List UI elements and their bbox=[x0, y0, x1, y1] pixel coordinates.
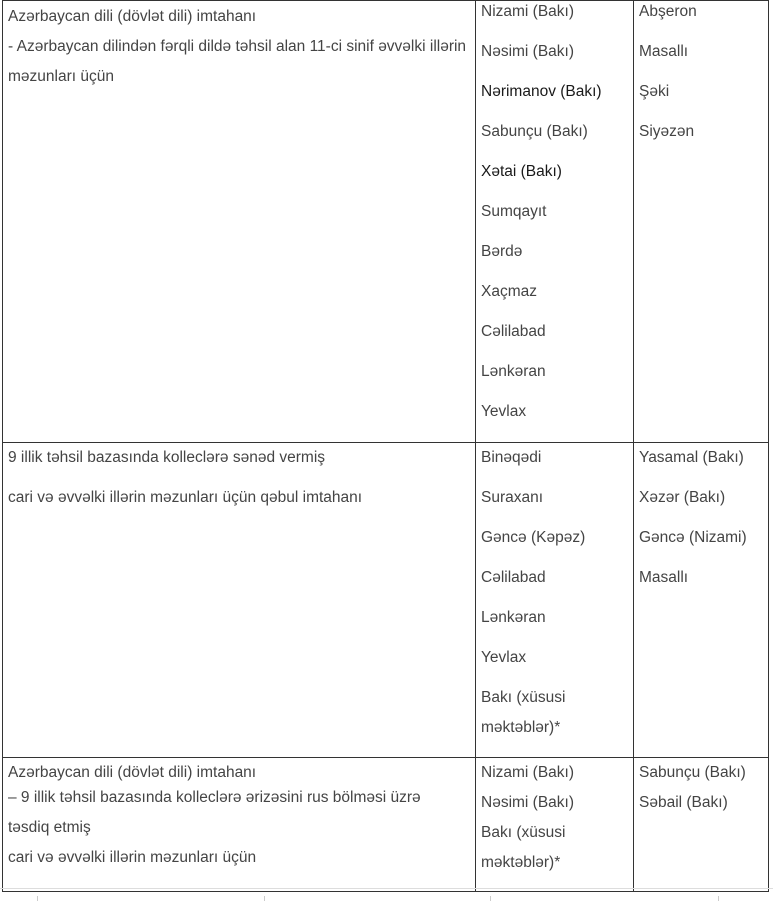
center-item: Cəlilabad bbox=[481, 569, 546, 586]
exam-subtitle: təsdiq etmiş bbox=[8, 819, 91, 836]
center-item: Yevlax bbox=[481, 403, 527, 420]
footer-divider bbox=[0, 888, 773, 901]
center-item: Nizami (Bakı) bbox=[481, 3, 575, 20]
exam-description-cell bbox=[3, 443, 476, 758]
center-item: Nəsimi (Bakı) bbox=[481, 794, 575, 811]
center-item: Sumqayıt bbox=[481, 203, 547, 220]
exam-title: Azərbaycan dili (dövlət dili) imtahanı bbox=[8, 764, 257, 781]
center-item: Xətai (Bakı) bbox=[481, 163, 562, 180]
center-item: Nizami (Bakı) bbox=[481, 764, 575, 781]
exam-centers-table bbox=[2, 0, 769, 892]
center-item: Bərdə bbox=[481, 243, 523, 260]
table-row bbox=[3, 758, 769, 892]
divider-line bbox=[0, 888, 773, 889]
center-item: Lənkəran bbox=[481, 363, 546, 380]
centers-column-b bbox=[634, 1, 769, 443]
center-item: Masallı bbox=[639, 43, 689, 60]
center-item: Şəki bbox=[639, 83, 670, 100]
centers-column-b bbox=[634, 443, 769, 758]
center-item: Masallı bbox=[639, 569, 689, 586]
centers-column-a bbox=[476, 758, 634, 892]
center-item: Bakı (xüsusi məktəblər)* bbox=[481, 689, 566, 736]
exam-description-cell bbox=[3, 1, 476, 443]
exam-subtitle: cari və əvvəlki illərin məzunları üçün bbox=[8, 849, 257, 866]
exam-title: 9 illik təhsil bazasında kolleclərə sənəd vermiş bbox=[8, 449, 326, 466]
exam-subtitle: - Azərbaycan dilindən fərqli dildə təhsil alan 11-ci sinif əvvəlki illərin məzunları üçün bbox=[8, 38, 467, 85]
center-item: Sabunçu (Bakı) bbox=[639, 764, 746, 781]
center-item: Binəqədi bbox=[481, 449, 542, 466]
divider-tick bbox=[490, 896, 491, 901]
divider-tick bbox=[264, 896, 265, 901]
exam-subtitle: – 9 illik təhsil bazasında kolleclərə ərizəsini rus bölməsi üzrə bbox=[8, 789, 421, 806]
center-item: Gəncə (Kəpəz) bbox=[481, 529, 586, 546]
exam-subtitle: cari və əvvəlki illərin məzunları üçün qəbul imtahanı bbox=[8, 489, 363, 506]
table-row bbox=[3, 1, 769, 443]
center-item: Abşeron bbox=[639, 3, 697, 20]
divider-tick bbox=[37, 896, 38, 901]
center-item: Suraxanı bbox=[481, 489, 544, 506]
exam-description-cell bbox=[3, 758, 476, 892]
center-item: Gəncə (Nizami) bbox=[639, 529, 747, 546]
center-item: Cəlilabad bbox=[481, 323, 546, 340]
centers-column-b bbox=[634, 758, 769, 892]
center-item: Lənkəran bbox=[481, 609, 546, 626]
center-item: Sabunçu (Bakı) bbox=[481, 123, 588, 140]
center-item: Yasamal (Bakı) bbox=[639, 449, 744, 466]
divider-tick bbox=[718, 896, 719, 901]
table-row bbox=[3, 443, 769, 758]
centers-column-a bbox=[476, 443, 634, 758]
center-item: Siyəzən bbox=[639, 123, 695, 140]
center-item: Bakı (xüsusi məktəblər)* bbox=[481, 824, 566, 871]
center-item: Nəsimi (Bakı) bbox=[481, 43, 575, 60]
center-item: Nərimanov (Bakı) bbox=[481, 83, 602, 100]
exam-title: Azərbaycan dili (dövlət dili) imtahanı bbox=[8, 8, 257, 25]
center-item: Xaçmaz bbox=[481, 283, 537, 300]
centers-column-a bbox=[476, 1, 634, 443]
center-item: Yevlax bbox=[481, 649, 527, 666]
center-item: Xəzər (Bakı) bbox=[639, 489, 726, 506]
center-item: Səbail (Bakı) bbox=[639, 794, 728, 811]
